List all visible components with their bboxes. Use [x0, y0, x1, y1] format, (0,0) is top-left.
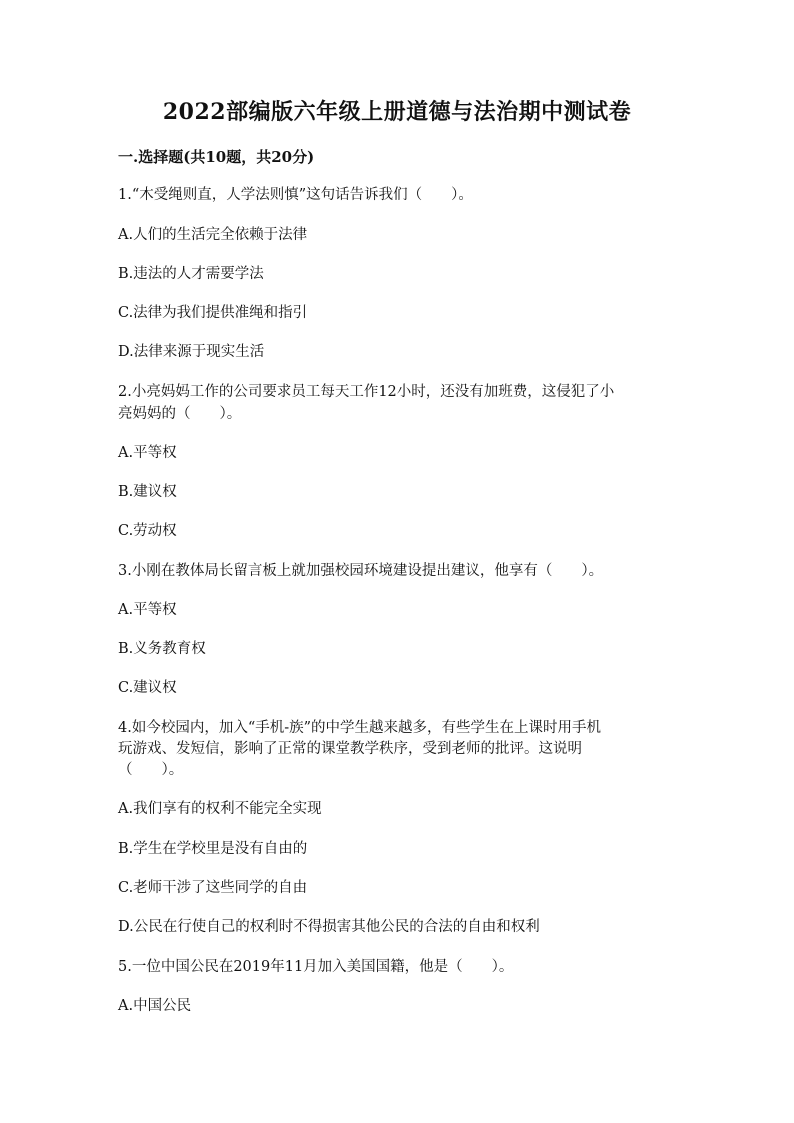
question-2-option-a: A.平等权	[118, 445, 177, 461]
question-1-option-b: B.违法的人才需要学法	[118, 266, 264, 282]
page-title: 2022部编版六年级上册道德与法治期中测试卷	[162, 99, 632, 125]
question-1-option-c: C.法律为我们提供准绳和指引	[118, 305, 308, 321]
question-4-option-a: A.我们享有的权利不能完全实现	[118, 801, 322, 817]
question-4-stem-line-2: 玩游戏、发短信，影响了正常的课堂教学秩序，受到老师的批评。这说明	[118, 741, 582, 757]
question-5-option-a: A.中国公民	[118, 998, 192, 1014]
question-3-option-a: A.平等权	[118, 602, 177, 618]
question-1-option-d: D.法律来源于现实生活	[118, 344, 265, 360]
question-4-stem-line-3: （ ）。	[118, 762, 184, 778]
question-1-stem: 1.“木受绳则直，人学法则慎”这句话告诉我们（ ）。	[118, 187, 473, 203]
question-4-stem-line-1: 4.如今校园内，加入“手机-族”的中学生越来越多，有些学生在上课时用手机	[118, 720, 602, 736]
question-5-stem: 5.一位中国公民在2019年11月加入美国国籍，他是（ ）。	[118, 959, 514, 975]
question-2-option-b: B.建议权	[118, 484, 177, 500]
question-4-option-c: C.老师干涉了这些同学的自由	[118, 880, 308, 896]
question-2-option-c: C.劳动权	[118, 523, 177, 539]
question-2-stem-line-2: 亮妈妈的（ ）。	[118, 406, 242, 422]
question-3-stem: 3.小刚在教体局长留言板上就加强校园环境建设提出建议，他享有（ ）。	[118, 563, 604, 579]
question-3-option-b: B.义务教育权	[118, 641, 206, 657]
section-heading: 一.选择题(共10题，共20分)	[118, 148, 315, 166]
question-4-option-b: B.学生在学校里是没有自由的	[118, 841, 308, 857]
question-2-stem-line-1: 2.小亮妈妈工作的公司要求员工每天工作12小时，还没有加班费，这侵犯了小	[118, 384, 615, 400]
question-1-option-a: A.人们的生活完全依赖于法律	[118, 227, 308, 243]
question-3-option-c: C.建议权	[118, 680, 177, 696]
question-4-option-d: D.公民在行使自己的权利时不得损害其他公民的合法的自由和权利	[118, 919, 540, 935]
